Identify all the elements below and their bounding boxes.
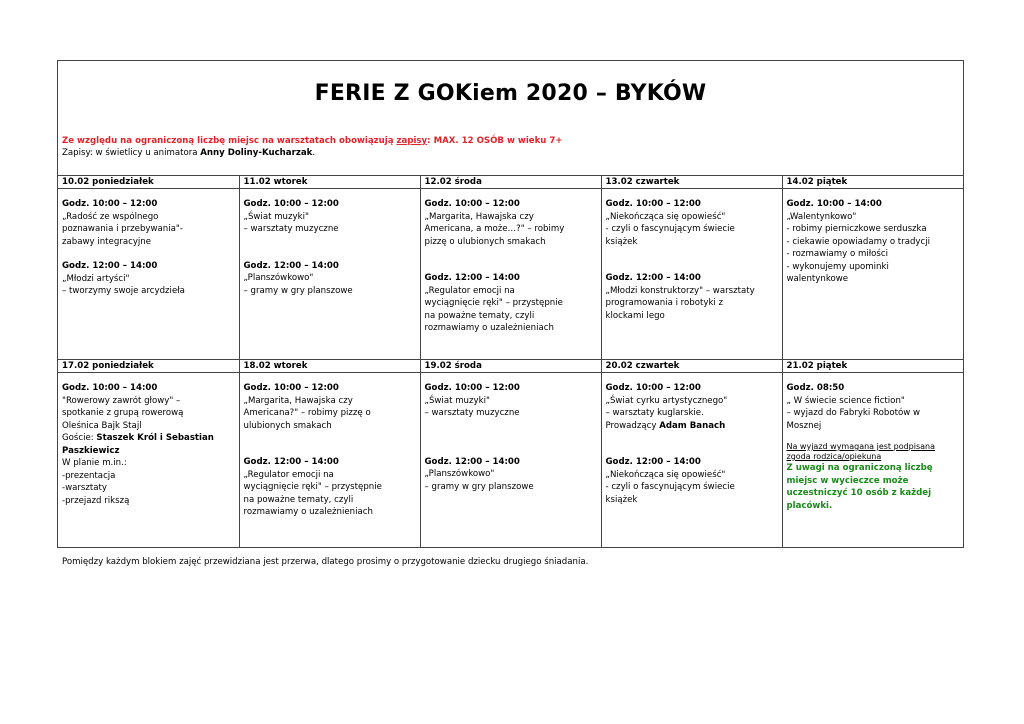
time-slot: Godz. 10:00 – 12:00 [62, 199, 158, 209]
warning-text: Ze względu na ograniczoną liczbę miejsc na warsztatach obowiązują [62, 136, 397, 146]
activity: "Rowerowy zawrót głowy" – spotkanie z grupą rowerową Oleśnica Bajk Stajl [62, 395, 184, 431]
host [606, 420, 778, 433]
host-label: Prowadzący [605, 420, 660, 431]
activity: „Niekończąca się opowieść" - czyli o fascynującym świecie książek [605, 469, 735, 505]
activity-plan: W planie m.in.: -prezentacja -warsztaty -przejazd rikszą [62, 458, 130, 506]
time-slot: Godz. 12:00 – 14:00 [605, 273, 701, 283]
day-header: 20.02 czwartek [601, 360, 782, 373]
activity: „Margarita, Hawajska czy Americana?" – robimy pizzę o ulubionych smakach [243, 395, 371, 431]
time-slot: Godz. 08:50 [786, 383, 845, 393]
time-slot: Godz. 12:00 – 14:00 [424, 273, 520, 283]
day-header: 12.02 środa [420, 176, 601, 189]
activity: „Walentynkowo" - robimy pierniczkowe serduszka - ciekawie opowiadamy o tradycji - rozmawiamy o miłości - wykonujemy upominki walentynkowe [786, 211, 931, 284]
enrollment-notice [62, 135, 563, 159]
activity: „Radość ze wspólnego poznawania i przebywania"- zabawy integracyjne [62, 211, 183, 247]
activity: „Świat cyrku artystycznego" – warsztaty kuglarskie. [605, 395, 728, 418]
day-cell [239, 373, 420, 548]
header [58, 61, 963, 176]
warning-limit: : MAX. 12 OSÓB w wieku 7+ [427, 136, 563, 146]
activity: „Młodzi artyści" – tworzymy swoje arcydzieła [62, 273, 185, 296]
day-cell [239, 189, 420, 360]
activity: „Margarita, Hawajska czy Americana, a może…?" – robimy pizzę o ulubionych smakach [424, 211, 565, 247]
time-slot: Godz. 12:00 – 14:00 [424, 456, 520, 467]
day-header: 17.02 poniedziałek [58, 360, 239, 373]
activity: „Młodzi konstruktorzy" – warsztaty programowania i robotyki z klockami lego [605, 285, 755, 321]
day-header: 18.02 wtorek [239, 360, 420, 373]
time-slot: Godz. 12:00 – 14:00 [243, 457, 339, 467]
day-header: 10.02 poniedziałek [58, 176, 239, 189]
day-header: 19.02 środa [420, 360, 601, 373]
schedule-frame [57, 60, 964, 548]
day-cell [58, 189, 239, 360]
time-slot: Godz. 10:00 – 12:00 [424, 383, 520, 393]
activity: „Planszówkowo" – gramy w gry planszowe [424, 469, 534, 492]
activity: „ W świecie science fiction" – wyjazd do Fabryki Robotów w Mosznej [786, 395, 921, 431]
day-cell [782, 189, 963, 360]
day-cell [601, 189, 782, 360]
week2-days-row [58, 360, 963, 373]
day-cell [420, 373, 601, 548]
warning-underlined: zapisy [396, 136, 428, 146]
time-slot: Godz. 10:00 – 12:00 [605, 199, 701, 209]
signup-end: . [312, 148, 316, 158]
day-cell [420, 189, 601, 360]
footer-note: Pomiędzy każdym blokiem zajęć przewidziana jest przerwa, dlatego prosimy o przygotowanie dziecku drugiego śniadania. [62, 557, 589, 567]
time-slot: Godz. 12:00 – 14:00 [62, 261, 158, 271]
time-slot: Godz. 10:00 – 12:00 [605, 383, 701, 393]
time-slot: Godz. 10:00 – 12:00 [243, 199, 339, 209]
activity: „Regulator emocji na wyciągnięcie ręki" – przystępnie na poważne tematy, czyli rozmawiamy o uzależnieniach [424, 285, 563, 333]
signup-text: Zapisy: w świetlicy u animatora [62, 148, 201, 158]
capacity-warning [62, 135, 563, 147]
guests-names: Staszek Król i Sebastian Paszkiewicz [62, 433, 214, 456]
day-header: 13.02 czwartek [601, 176, 782, 189]
time-slot: Godz. 10:00 – 14:00 [786, 199, 882, 209]
host-name: Adam Banach [659, 420, 726, 431]
schedule-sheet [57, 60, 964, 548]
activity: „Świat muzyki" – warsztaty muzyczne [243, 211, 339, 234]
week2-activities-row [58, 373, 963, 548]
day-cell [782, 373, 963, 548]
page-title: FERIE Z GOKiem 2020 – BYKÓW [314, 81, 707, 106]
schedule-table [58, 176, 963, 547]
time-slot: Godz. 10:00 – 12:00 [424, 199, 520, 209]
day-cell [601, 373, 782, 548]
day-cell [58, 373, 239, 548]
signup-info [62, 147, 563, 159]
activity: „Świat muzyki" – warsztaty muzyczne [424, 395, 520, 418]
activity: „Planszówkowo" – gramy w gry planszowe [243, 273, 353, 296]
day-header: 14.02 piątek [782, 176, 963, 189]
activity: „Niekończąca się opowieść" - czyli o fascynującym świecie książek [605, 211, 735, 247]
week1-days-row [58, 176, 963, 189]
day-header: 21.02 piątek [782, 360, 963, 373]
time-slot: Godz. 10:00 – 14:00 [62, 383, 158, 393]
capacity-note: Z uwagi na ograniczoną liczbę miejsc w wycieczce może uczestniczyć 10 osób z każdej placówki. [786, 463, 933, 511]
time-slot: Godz. 12:00 – 14:00 [243, 260, 339, 271]
activity: „Regulator emocji na wyciągnięcie ręki" – przystępnie na poważne tematy, czyli rozmawiamy o uzależnieniach [243, 469, 382, 517]
day-header: 11.02 wtorek [239, 176, 420, 189]
consent-note: Na wyjazd wymagana jest podpisana zgoda rodzica/opiekuna [786, 442, 936, 461]
time-slot: Godz. 10:00 – 12:00 [243, 383, 339, 393]
guests-label: Goście: [62, 433, 97, 443]
guests [62, 432, 235, 457]
time-slot: Godz. 12:00 – 14:00 [605, 457, 701, 467]
animator-name: Anny Doliny-Kucharzak [200, 148, 313, 158]
week1-activities-row [58, 189, 963, 360]
